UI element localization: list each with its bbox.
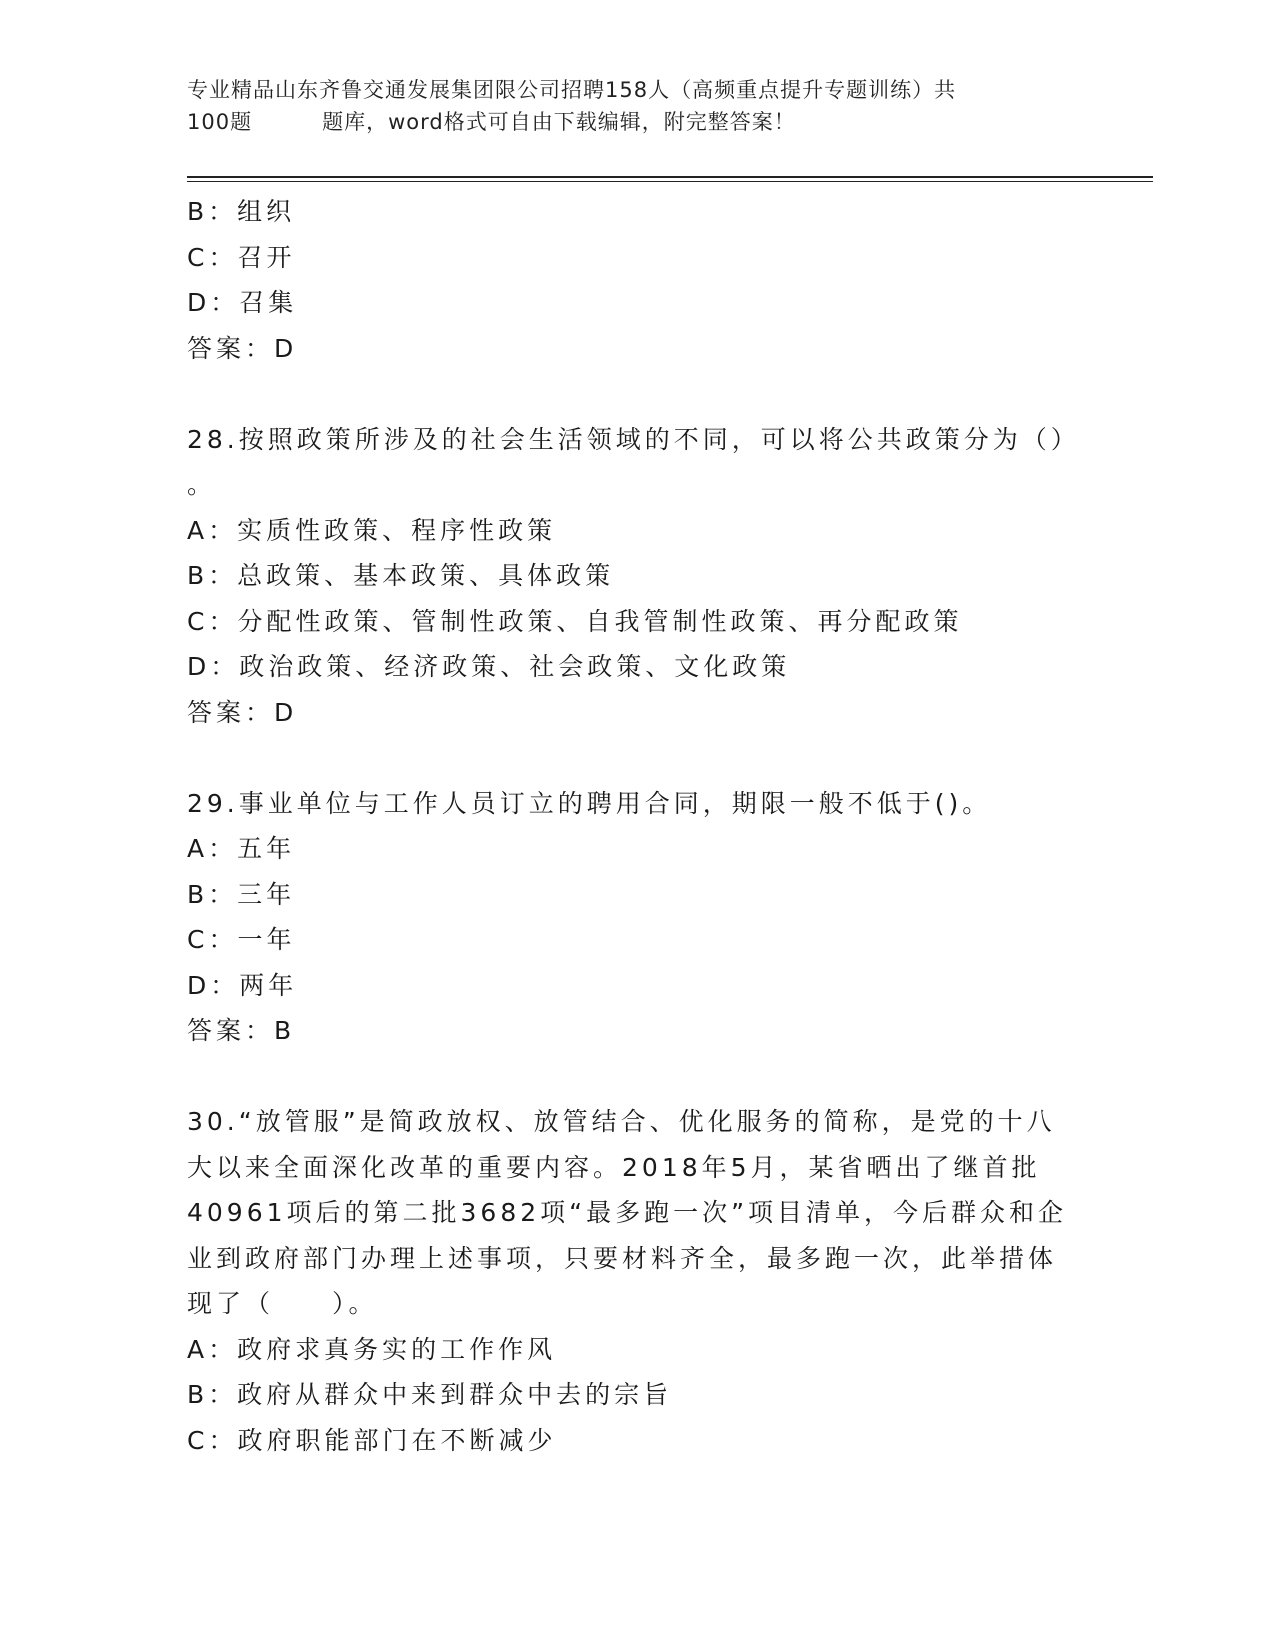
option-c: C：召开 — [187, 242, 296, 272]
option-c: C：政府职能部门在不断减少 — [187, 1425, 557, 1455]
option-b: B：组织 — [187, 197, 296, 226]
question-stem-line: 28.按照政策所涉及的社会生活领域的不同，可以将公共政策分为（） — [187, 424, 1080, 454]
answer-line: 答案：D — [187, 333, 298, 363]
question-30 — [187, 1099, 1087, 1463]
option-c: C：分配性政策、管制性政策、自我管制性政策、再分配政策 — [187, 606, 963, 636]
option-b: B：总政策、基本政策、具体政策 — [187, 561, 615, 590]
question-gap — [187, 1054, 1087, 1100]
option-d: D：两年 — [187, 970, 298, 1000]
question-stem-line: 大以来全面深化改革的重要内容。2018年5月，某省晒出了继首批 — [187, 1152, 1041, 1182]
answer-line: 答案：D — [187, 697, 298, 727]
header-divider-thin — [187, 181, 1153, 182]
option-a: A：五年 — [187, 834, 296, 863]
header-count: 100题 — [187, 110, 253, 134]
question-content — [187, 189, 1087, 1463]
header-divider-thick — [187, 176, 1153, 178]
option-a: A：政府求真务实的工作作风 — [187, 1334, 557, 1364]
question-stem: 29.事业单位与工作人员订立的聘用合同，期限一般不低于()。 — [187, 788, 992, 818]
header-title-line2 — [187, 106, 1067, 138]
question-stem-line: 30.“放管服”是简政放权、放管结合、优化服务的简称，是党的十八 — [187, 1107, 1056, 1136]
option-d: D：召集 — [187, 288, 298, 317]
header-description: 题库，word格式可自由下载编辑，附完整答案！ — [322, 110, 796, 134]
option-c: C：一年 — [187, 925, 296, 954]
question-gap — [187, 371, 1087, 417]
option-d: D：政治政策、经济政策、社会政策、文化政策 — [187, 652, 791, 681]
question-stem-line: 。 — [187, 470, 217, 499]
question-stem-line: 现了（ ）。 — [187, 1289, 378, 1318]
option-b: B：政府从群众中来到群众中去的宗旨 — [187, 1380, 673, 1409]
page-header — [187, 74, 1067, 138]
header-title-line1: 专业精品山东齐鲁交通发展集团限公司招聘158人（高频重点提升专题训练）共 — [187, 78, 957, 102]
question-28 — [187, 417, 1087, 736]
question-27 — [187, 189, 1087, 371]
option-b: B：三年 — [187, 879, 296, 909]
question-stem-line: 业到政府部门办理上述事项，只要材料齐全，最多跑一次，此举措体 — [187, 1243, 1058, 1273]
question-stem-line: 40961项后的第二批3682项“最多跑一次”项目清单，今后群众和企 — [187, 1198, 1068, 1227]
question-29 — [187, 781, 1087, 1054]
question-gap — [187, 735, 1087, 781]
option-a: A：实质性政策、程序性政策 — [187, 515, 557, 545]
answer-line: 答案：B — [187, 1016, 296, 1045]
